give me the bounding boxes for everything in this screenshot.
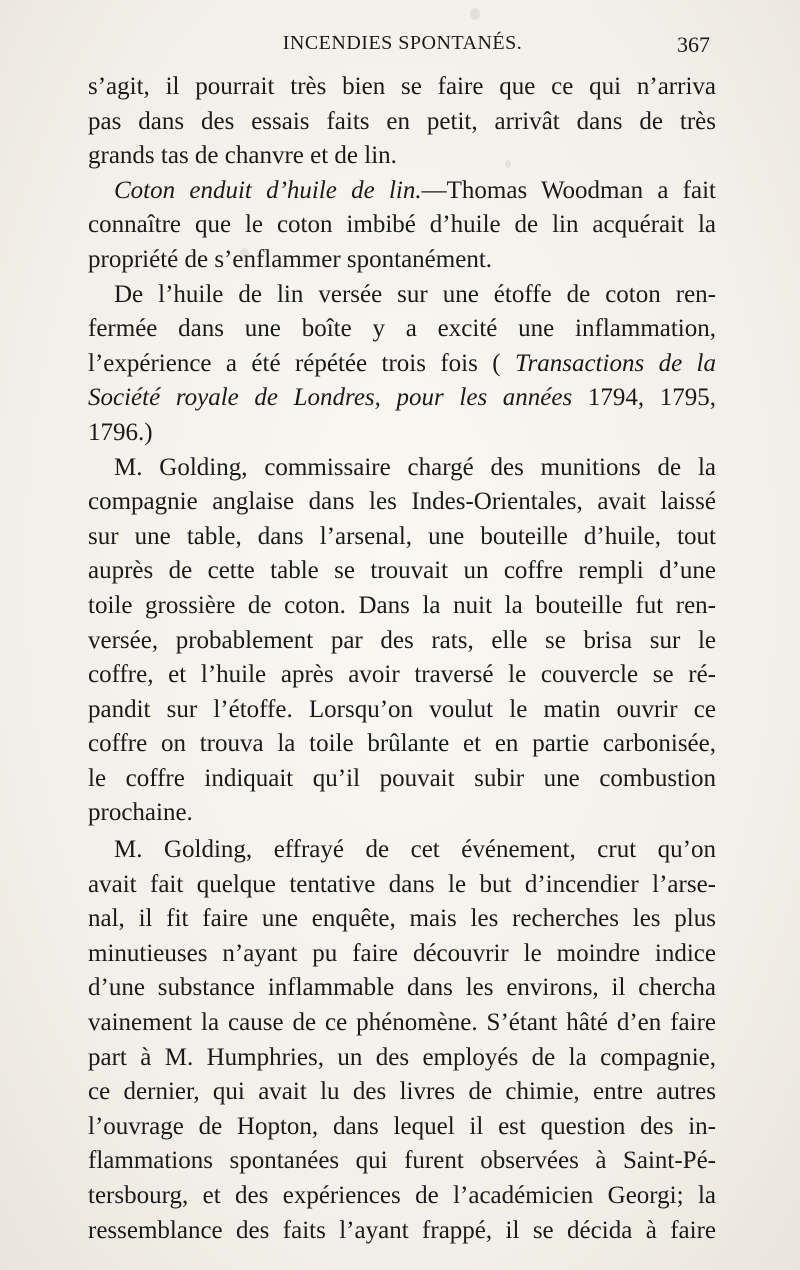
- page-number: 367: [677, 32, 710, 57]
- text-line: pandit sur l’étoffe. Lorsqu’on voulut le matin ouvrir ce: [88, 695, 716, 723]
- text-line: tersbourg, et des expériences de l’académicien Georgi; la: [88, 1182, 716, 1209]
- citation-italic: Société royale de Londres, pour les années: [88, 384, 573, 412]
- text-line: M. Golding, commissaire chargé des munitions de la: [114, 453, 716, 481]
- text-line: part à M. Humphries, un des employés de la compagnie,: [88, 1043, 716, 1071]
- text-line: minutieuses n’ayant pu faire découvrir le moindre indice: [88, 939, 716, 967]
- text-line: toile grossière de coton. Dans la nuit la bouteille fut ren-: [88, 591, 716, 619]
- text-line: prochaine.: [88, 799, 193, 827]
- text-line: ressemblance des faits l’ayant frappé, il se décida à faire: [88, 1216, 716, 1244]
- text-span: —Thomas Woodman a fait: [421, 176, 716, 204]
- text-line: coffre on trouva la toile brûlante et en partie carbonisée,: [88, 730, 716, 758]
- text-line: d’une substance inflammable dans les environs, il chercha: [88, 974, 716, 1002]
- text-line: De l’huile de lin versée sur une étoffe de coton ren-: [114, 280, 716, 308]
- text-line: vainement la cause de ce phénomène. S’étant hâté d’en faire: [88, 1009, 716, 1037]
- ink-smudge: [470, 8, 480, 20]
- text-line: 1796.): [88, 418, 153, 446]
- running-title: INCENDIES SPONTANÉS.: [282, 32, 523, 54]
- text-line: ce dernier, qui avait lu des livres de chimie, entre autres: [88, 1078, 716, 1106]
- text-span: l’expérience a été répétée trois fois (: [88, 349, 501, 377]
- section-heading: Coton enduit d’huile de lin.: [114, 176, 422, 204]
- body-text: [88, 70, 716, 1248]
- text-line: versée, probablement par des rats, elle se brisa sur le: [88, 626, 716, 654]
- text-line: grands tas de chanvre et de lin.: [88, 142, 397, 170]
- text-line: [88, 347, 716, 382]
- text-line: pas dans des essais faits en petit, arrivât dans de très: [88, 107, 716, 135]
- text-line: auprès de cette table se trouvait un coffre rempli d’une: [88, 557, 716, 585]
- text-line: M. Golding, effrayé de cet événement, crut qu’on: [114, 836, 716, 864]
- text-line: s’agit, il pourrait très bien se faire que ce qui n’arriva: [88, 73, 716, 100]
- text-line: sur une table, dans l’arsenal, une bouteille d’huile, tout: [88, 522, 716, 550]
- text-line: compagnie anglaise dans les Indes-Orientales, avait laissé: [88, 488, 716, 516]
- text-line: le coffre indiquait qu’il pouvait subir une combustion: [88, 764, 716, 792]
- text-line: flammations spontanées qui furent observées à Saint-Pé-: [88, 1147, 716, 1175]
- text-line: [88, 381, 716, 416]
- text-line: coffre, et l’huile après avoir traversé le couvercle se ré-: [88, 661, 716, 689]
- text-line: propriété de s’enflammer spontanément.: [88, 245, 493, 273]
- page-header: [95, 30, 710, 64]
- text-line: avait fait quelque tentative dans le but d’incendier l’arse-: [88, 870, 716, 898]
- text-line: fermée dans une boîte y a excité une inflammation,: [88, 315, 716, 343]
- text-line: connaître que le coton imbibé d’huile de lin acquérait la: [88, 211, 716, 239]
- text-line: nal, il fit faire une enquête, mais les recherches les plus: [88, 905, 716, 933]
- citation-italic: Transactions de la: [514, 349, 717, 377]
- text-line: l’ouvrage de Hopton, dans lequel il est question des in-: [88, 1112, 716, 1140]
- text-line: [88, 174, 716, 209]
- citation-years: 1794, 1795,: [587, 384, 717, 412]
